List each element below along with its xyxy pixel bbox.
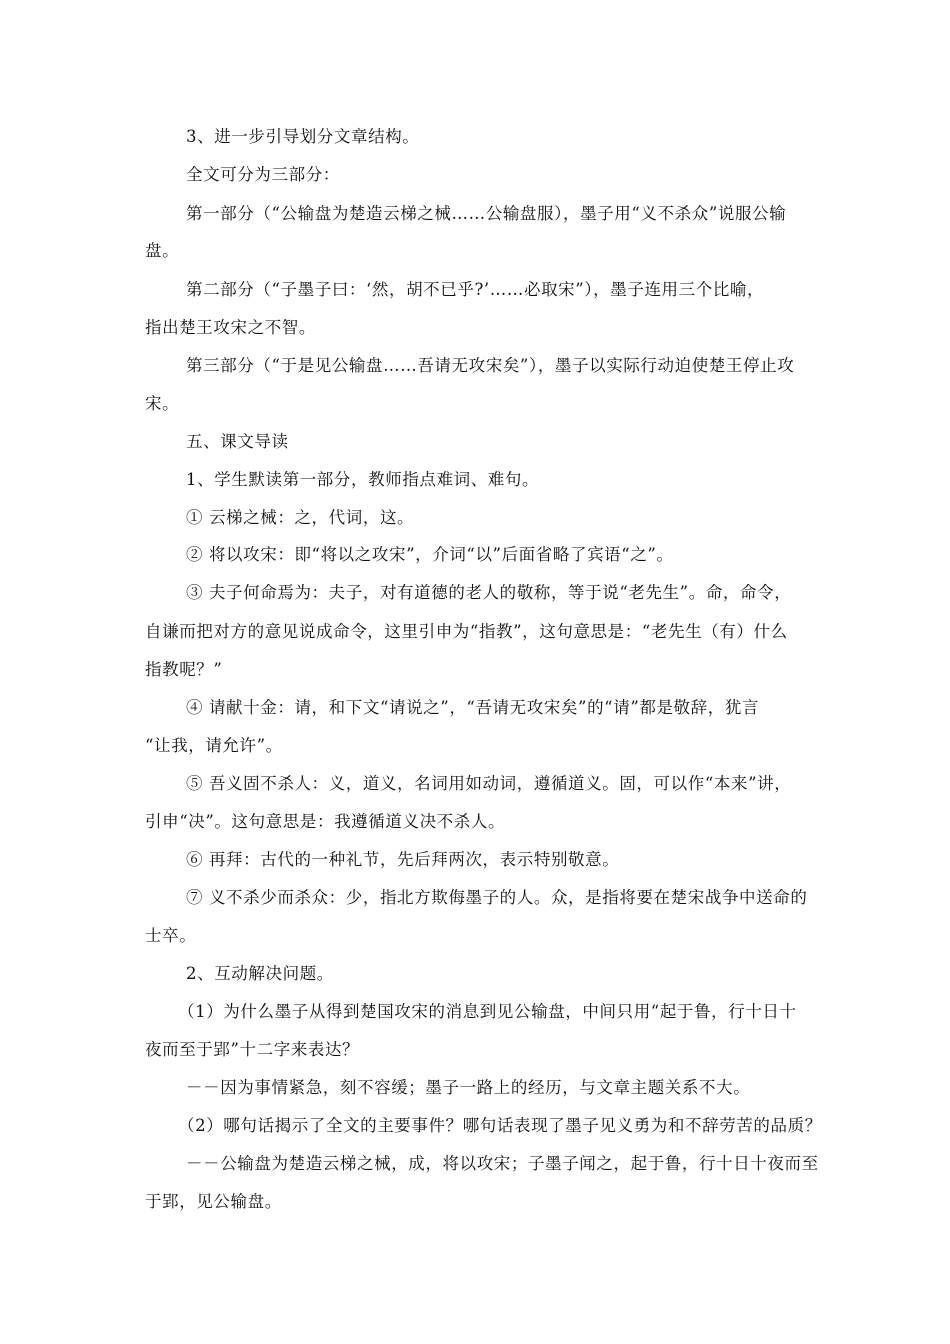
answer-1: －－因为事情紧急，刻不容缓；墨子一路上的经历，与文章主题关系不大。 xyxy=(186,1078,751,1097)
question-1-line-2: 夜而至于郢”十二字来表达？ xyxy=(145,1040,360,1059)
note-4-line-1: ④ 请献十金：请，和下文“请说之”，“吾请无攻宋矣”的“请”都是敬辞，犹言 xyxy=(186,698,760,717)
note-3-line-2: 自谦而把对方的意见说成命令，这里引申为“指教”，这句意思是：“老先生（有）什么 xyxy=(145,622,788,641)
part-three-line-2: 宋。 xyxy=(145,394,180,413)
note-6: ⑥ 再拜：古代的一种礼节，先后拜两次，表示特别敬意。 xyxy=(186,850,620,869)
note-2: ② 将以攻宋：即“将以之攻宋”，介词“以”后面省略了宾语“之”。 xyxy=(186,545,674,564)
part-three-line-1: 第三部分（“于是见公输盘……吾请无攻宋矣”），墨子以实际行动迫使楚王停止攻 xyxy=(186,356,795,375)
note-7-line-2: 士卒。 xyxy=(145,926,197,945)
structure-intro: 全文可分为三部分： xyxy=(186,165,340,184)
part-two-line-1: 第二部分（“子墨子曰：‘然，胡不已乎?’……必取宋”），墨子连用三个比喻， xyxy=(186,280,765,299)
answer-2-line-2: 于郢，见公输盘。 xyxy=(145,1192,282,1211)
note-5-line-2: 引申“决”。这句意思是：我遵循道义决不杀人。 xyxy=(145,812,506,831)
note-3-line-3: 指教呢？” xyxy=(145,660,223,679)
question-1-line-1: （1）为什么墨子从得到楚国攻宋的消息到见公输盘，中间只用“起于鲁，行十日十 xyxy=(178,1002,797,1021)
note-3-line-1: ③ 夫子何命焉为：夫子，对有道德的老人的敬称，等于说“老先生”。命，命令， xyxy=(186,583,792,602)
note-7-line-1: ⑦ 义不杀少而杀众：少，指北方欺侮墨子的人。众，是指将要在楚宋战争中送命的 xyxy=(186,888,808,907)
step-3-heading: 3、进一步引导划分文章结构。 xyxy=(186,127,420,146)
note-4-line-2: “让我，请允许”。 xyxy=(145,736,283,755)
note-5-line-1: ⑤ 吾义固不杀人：义，道义，名词用如动词，遵循道义。固，可以作“本来”讲， xyxy=(186,774,792,793)
answer-2-line-1: －－公输盘为楚造云梯之械，成，将以攻宋；子墨子闻之，起于鲁，行十日十夜而至 xyxy=(186,1154,819,1173)
note-1: ① 云梯之械：之，代词，这。 xyxy=(186,508,415,527)
reading-step-2: 2、互动解决问题。 xyxy=(186,964,334,983)
part-one-line-1: 第一部分（“公输盘为楚造云梯之械……公输盘服），墨子用“义不杀众”说服公输 xyxy=(186,204,787,223)
part-two-line-2: 指出楚王攻宋之不智。 xyxy=(145,318,316,337)
reading-step-1: 1、学生默读第一部分，教师指点难词、难句。 xyxy=(186,470,540,489)
part-one-line-2: 盘。 xyxy=(145,241,180,260)
section-five-heading: 五、课文导读 xyxy=(186,432,289,451)
question-2: （2）哪句话揭示了全文的主要事件？哪句话表现了墨子见义勇为和不辞劳苦的品质？ xyxy=(178,1116,822,1135)
